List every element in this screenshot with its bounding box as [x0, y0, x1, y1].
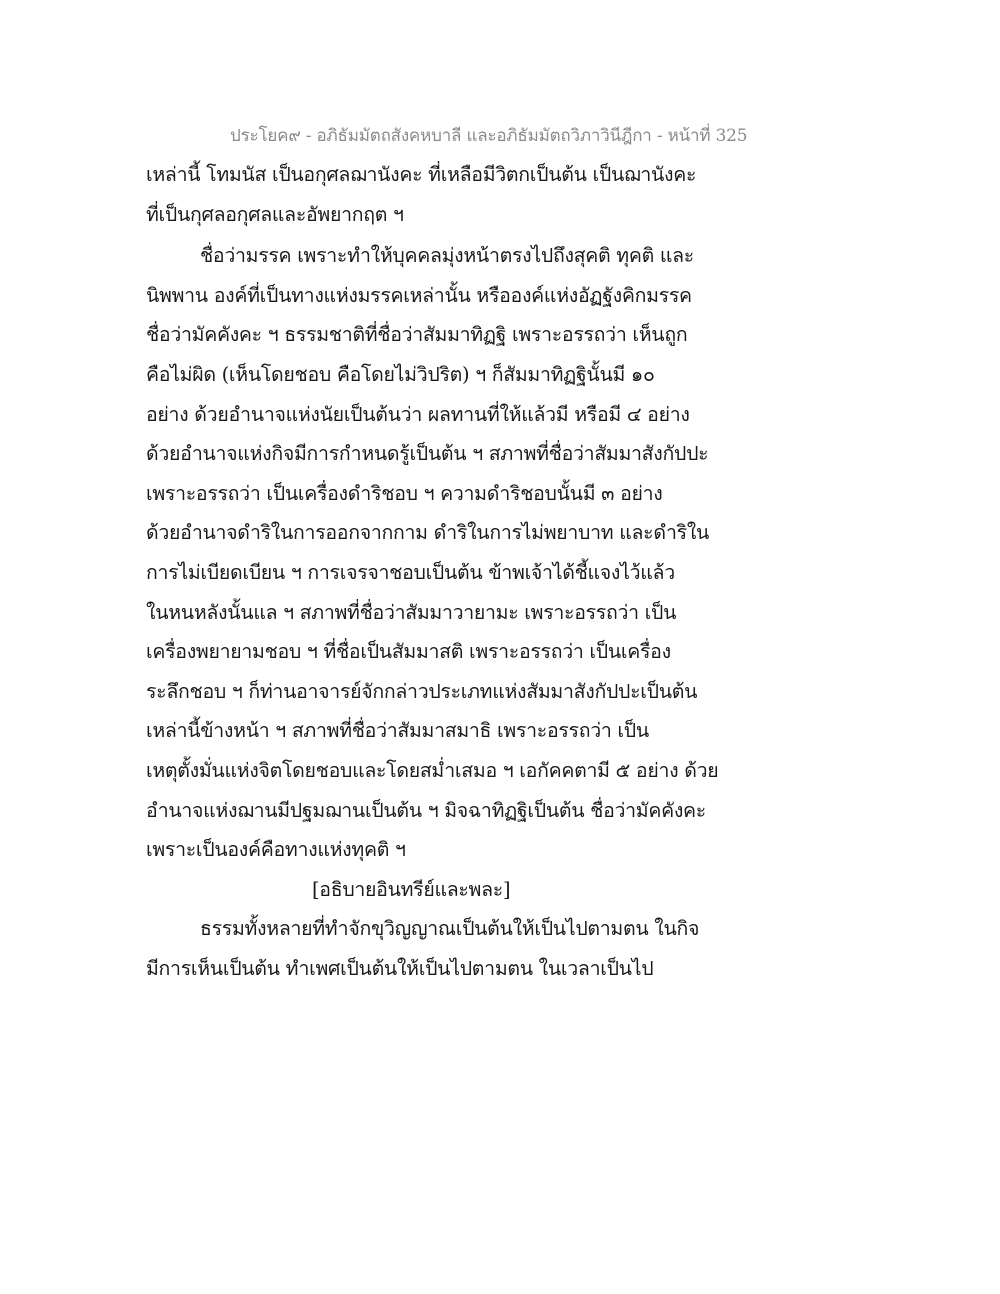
body-text — [146, 155, 846, 988]
text-line: เครื่องพยายามชอบ ฯ ที่ชื่อเป็นสัมมาสติ เพราะอรรถว่า เป็นเครื่อง — [146, 640, 671, 664]
text-line: คือไม่ผิด (เห็นโดยชอบ คือโดยไม่วิปริต) ฯ ก็สัมมาทิฏฐินั้นมี ๑๐ — [146, 362, 655, 386]
text-line: เพราะอรรถว่า เป็นเครื่องดำริชอบ ฯ ความดำริชอบนั้นมี ๓ อย่าง — [146, 481, 663, 505]
text-line: การไม่เบียดเบียน ฯ การเจรจาชอบเป็นต้น ข้าพเจ้าได้ชี้แจงไว้แล้ว — [146, 560, 675, 584]
text-line: เหล่านี้ข้างหน้า ฯ สภาพที่ชื่อว่าสัมมาสมาธิ เพราะอรรถว่า เป็น — [146, 719, 649, 743]
paragraph-3 — [146, 909, 846, 988]
paragraph-2 — [146, 236, 846, 870]
section-heading: [อธิบายอินทรีย์และพละ] — [312, 877, 511, 901]
text-line: ที่เป็นกุศลอกุศลและอัพยากฤต ฯ — [146, 202, 404, 226]
text-line: เพราะเป็นองค์คือทางแห่งทุคติ ฯ — [146, 838, 406, 862]
text-line: ระลึกชอบ ฯ ก็ท่านอาจารย์จักกล่าวประเภทแห่งสัมมาสังกัปปะเป็นต้น — [146, 679, 698, 703]
text-line: นิพพาน องค์ที่เป็นทางแห่งมรรคเหล่านั้น หรือองค์แห่งอัฏฐังคิกมรรค — [146, 283, 692, 307]
text-line: ธรรมทั้งหลายที่ทำจักขุวิญญาณเป็นต้นให้เป็นไปตามตน ในกิจ — [200, 917, 700, 941]
text-line: เหล่านี้ โทมนัส เป็นอกุศลฌานังคะ ที่เหลือมีวิตกเป็นต้น เป็นฌานังคะ — [146, 163, 697, 186]
text-line: มีการเห็นเป็นต้น ทำเพศเป็นต้นให้เป็นไปตามตน ในเวลาเป็นไป — [146, 956, 654, 980]
text-line: อำนาจแห่งฌานมีปฐมฌานเป็นต้น ฯ มิจฉาทิฏฐิเป็นต้น ชื่อว่ามัคคังคะ — [146, 798, 706, 822]
paragraph-1 — [146, 155, 846, 234]
text-line: ด้วยอำนาจแห่งกิจมีการกำหนดรู้เป็นต้น ฯ สภาพที่ชื่อว่าสัมมาสังกัปปะ — [146, 442, 709, 466]
text-line: ในหนหลังนั้นแล ฯ สภาพที่ชื่อว่าสัมมาวายามะ เพราะอรรถว่า เป็น — [146, 600, 677, 624]
text-line: ด้วยอำนาจดำริในการออกจากกาม ดำริในการไม่พยาบาท และดำริใน — [146, 521, 710, 545]
text-line: เหตุตั้งมั่นแห่งจิตโดยชอบและโดยสม่ำเสมอ ฯ เอกัคคตามี ๕ อย่าง ด้วย — [146, 758, 719, 782]
running-header: ประโยค๙ - อภิธัมมัตถสังคหบาลี และอภิธัมมัตถวิภาวินีฎีกา - หน้าที่ 325 — [230, 126, 748, 146]
text-line: ชื่อว่ามรรค เพราะทำให้บุคคลมุ่งหน้าตรงไปถึงสุคติ ทุคติ และ — [200, 244, 694, 268]
text-line: ชื่อว่ามัคคังคะ ฯ ธรรมชาติที่ชื่อว่าสัมมาทิฏฐิ เพราะอรรถว่า เห็นถูก — [146, 323, 688, 347]
text-line: อย่าง ด้วยอำนาจแห่งนัยเป็นต้นว่า ผลทานที่ให้แล้วมี หรือมี ๔ อย่าง — [146, 402, 690, 426]
